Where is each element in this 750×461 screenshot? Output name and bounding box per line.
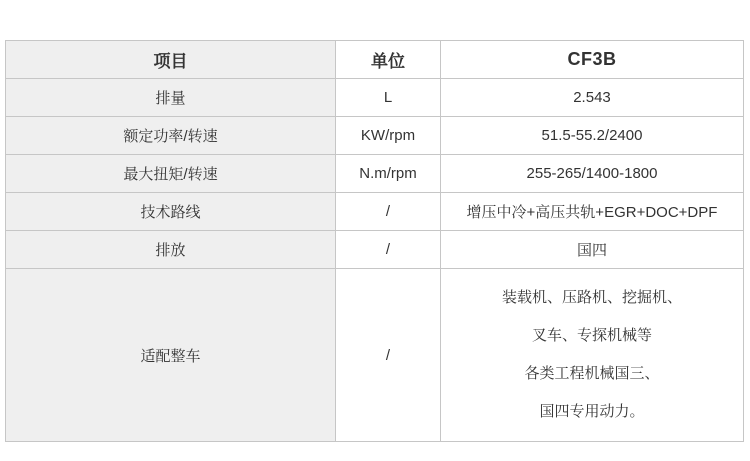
- row-label: 额定功率/转速: [6, 117, 336, 155]
- unit-cell: L: [336, 79, 441, 117]
- unit-cell: /: [336, 269, 441, 442]
- value-cell: 增压中冷+高压共轨+EGR+DOC+DPF: [441, 193, 744, 231]
- table-row-rated-power: [6, 117, 744, 155]
- row-label: 排量: [6, 79, 336, 117]
- unit-cell: /: [336, 231, 441, 269]
- header-item: 项目: [6, 41, 336, 79]
- value-cell: 51.5-55.2/2400: [441, 117, 744, 155]
- value-cell: 2.543: [441, 79, 744, 117]
- header-row: [6, 41, 744, 79]
- table-row-applications: [6, 269, 744, 442]
- table-row-technology: [6, 193, 744, 231]
- row-label: 适配整车: [6, 269, 336, 442]
- engine-spec-table: [5, 40, 744, 442]
- table-row-emission: [6, 231, 744, 269]
- application-line: 各类工程机械国三、: [524, 365, 660, 382]
- header-model: CF3B: [441, 41, 744, 79]
- table-row-displacement: [6, 79, 744, 117]
- application-line: 装载机、压路机、挖掘机、: [501, 289, 682, 306]
- value-cell: 国四: [441, 231, 744, 269]
- unit-cell: N.m/rpm: [336, 155, 441, 193]
- row-label: 最大扭矩/转速: [6, 155, 336, 193]
- row-label: 技术路线: [6, 193, 336, 231]
- unit-cell: /: [336, 193, 441, 231]
- application-line: 叉车、专探机械等: [531, 327, 652, 344]
- value-cell-multiline: [441, 269, 744, 442]
- value-cell: 255-265/1400-1800: [441, 155, 744, 193]
- table-row-max-torque: [6, 155, 744, 193]
- row-label: 排放: [6, 231, 336, 269]
- header-unit: 单位: [336, 41, 441, 79]
- application-line: 国四专用动力。: [539, 403, 645, 420]
- unit-cell: KW/rpm: [336, 117, 441, 155]
